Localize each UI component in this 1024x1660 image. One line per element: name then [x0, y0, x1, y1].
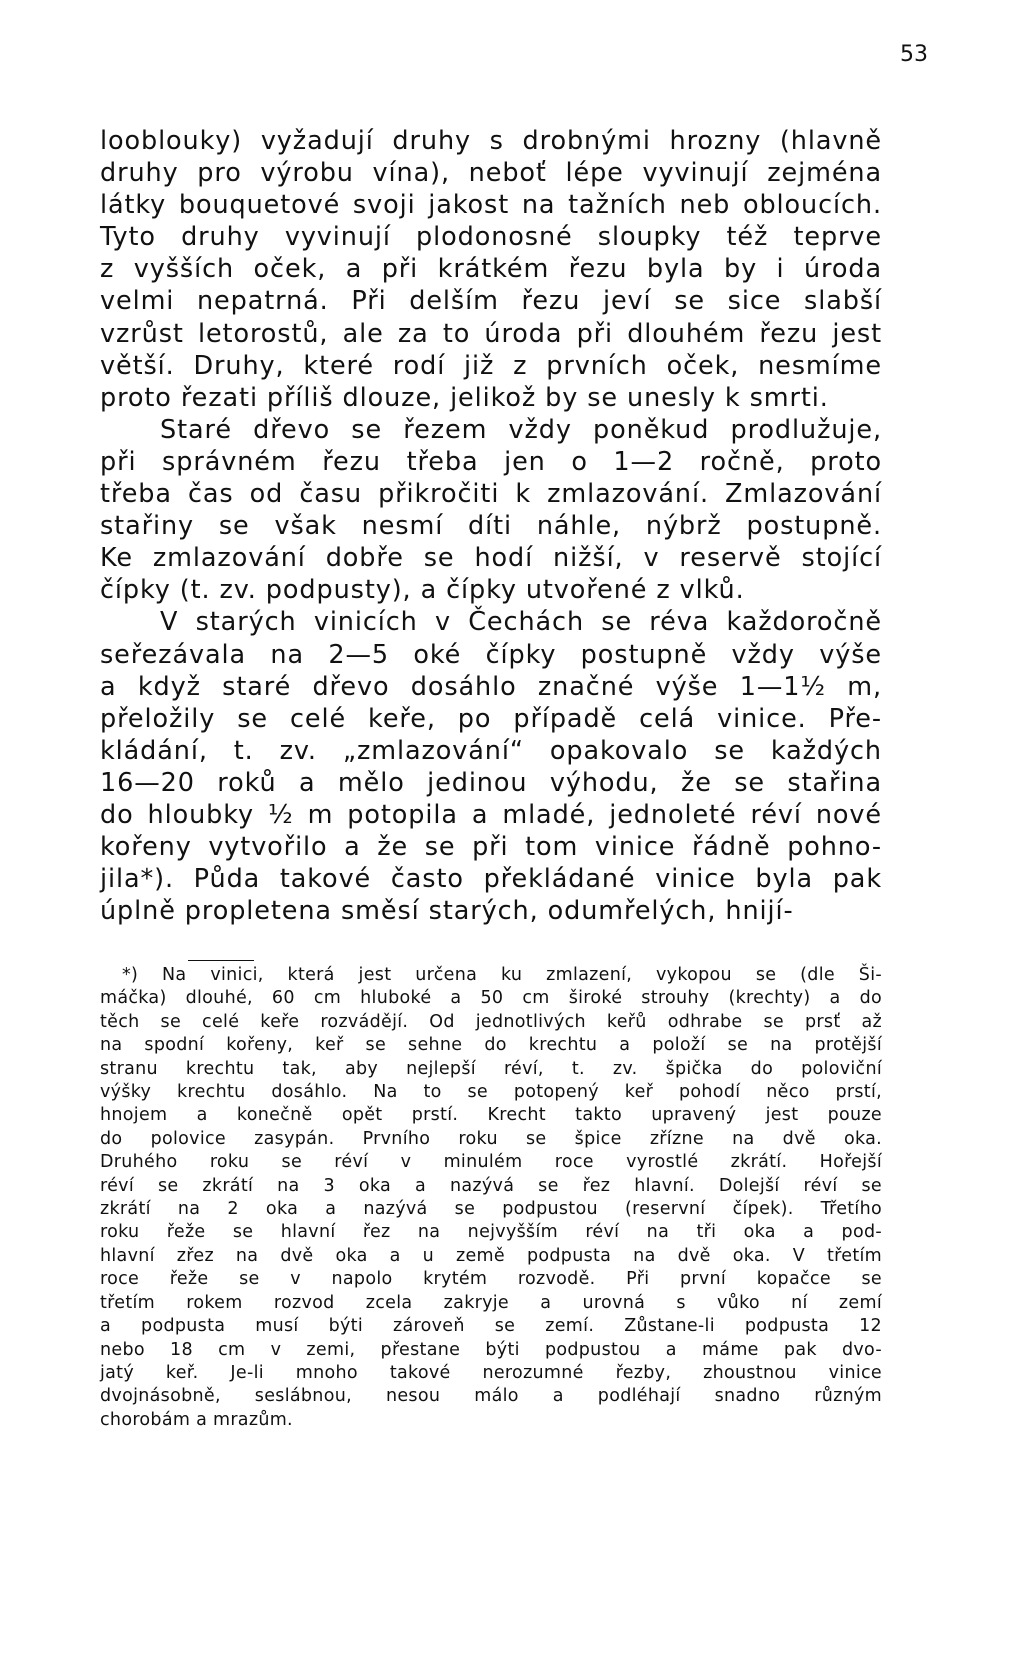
footnote-line: roku řeže se hlavní řez na nejvyšším réví na tři oka a pod-: [100, 1222, 882, 1243]
page-number: 53: [900, 42, 928, 67]
footnote-line: jatý keř. Je-li mnoho takové nerozumné řezby, zhoustnou vinice: [100, 1362, 882, 1383]
text-line: úplně propletena směsí starých, odumřelých, hnijí-: [100, 896, 794, 927]
text-line: z vyšších oček, a při krátkém řezu byla by i úroda: [100, 254, 882, 285]
footnote-line: chorobám a mrazům.: [100, 1409, 293, 1430]
footnotes: [100, 964, 882, 1432]
text-line: čípky (t. zv. podpusty), a čípky utvořené z vlků.: [100, 575, 745, 606]
text-line: při správném řezu třeba jen o 1—2 ročně, proto: [100, 446, 882, 477]
text-line: seřezávala na 2—5 oké čípky postupně vždy výše: [100, 639, 882, 670]
text-line: přeložily se celé keře, po případě celá vinice. Pře-: [100, 703, 882, 734]
footnote-divider: [188, 960, 254, 961]
text-line: proto řezati příliš dlouze, jelikož by se unesly k smrti.: [100, 382, 829, 413]
text-line: Ke zmlazování dobře se hodí nižší, v reservě stojící: [100, 543, 882, 574]
text-line: druhy pro výrobu vína), neboť lépe vyvinují zejména: [100, 158, 882, 189]
text-line: jila*). Půda takové často překládané vinice byla pak: [100, 864, 882, 895]
footnote-line: na spodní kořeny, keř se sehne do krechtu a položí se na protější: [100, 1035, 882, 1056]
footnote-line: těch se celé keře rozvádějí. Od jednotlivých keřů odhrabe se prsť až: [100, 1011, 882, 1032]
text-line: V starých vinicích v Čechách se réva každoročně: [160, 607, 882, 638]
text-line: třeba čas od času přikročiti k zmlazování. Zmlazování: [100, 479, 882, 510]
footnote-line: hlavní zřez na dvě oka a u země podpusta na dvě oka. V třetím: [100, 1245, 882, 1266]
text-line: a když staré dřevo dosáhlo značné výše 1—1½ m,: [100, 671, 882, 702]
footnote-line: nebo 18 cm v zemi, přestane býti podpustou a máme pak dvo-: [100, 1339, 882, 1360]
footnote-line: Druhého roku se réví v minulém roce vyrostlé zkrátí. Hořejší: [100, 1152, 882, 1173]
footnote-line: dvojnásobně, seslábnou, nesou málo a podléhají snadno různým: [100, 1386, 882, 1407]
text-line: stařiny se však nesmí díti náhle, nýbrž postupně.: [100, 511, 882, 542]
footnote-line: réví se zkrátí na 3 oka a nazývá se řez hlavní. Dolejší réví se: [100, 1175, 882, 1196]
footnote-line: a podpusta musí býti zároveň se zemí. Zůstane-li podpusta 12: [100, 1316, 882, 1337]
footnote-line: výšky krechtu dosáhlo. Na to se potopený keř pohodí něco prstí,: [100, 1082, 882, 1103]
main-text: [100, 125, 882, 927]
footnote-line: do polovice zasypán. Prvního roku se špice zřízne na dvě oka.: [100, 1128, 882, 1149]
footnote-line: stranu krechtu tak, aby nejlepší réví, t. zv. špička do poloviční: [100, 1058, 882, 1079]
text-line: kořeny vytvořilo a že se při tom vinice řádně pohno-: [100, 832, 882, 863]
text-line: Staré dřevo se řezem vždy poněkud prodlužuje,: [160, 414, 882, 445]
footnote-line: roce řeže se v napolo krytém rozvodě. Při první kopačce se: [100, 1269, 882, 1290]
text-line: velmi nepatrná. Při delším řezu jeví se sice slabší: [100, 286, 882, 317]
text-line: loobloukу) vyžadují druhy s drobnými hrozny (hlavně: [100, 126, 882, 156]
text-line: 16—20 roků a mělo jedinou výhodu, že se stařina: [100, 767, 882, 798]
text-line: kládání, t. zv. „zmlazování“ opakovalo se každých: [100, 735, 882, 766]
text-line: větší. Druhy, které rodí již z prvních oček, nesmíme: [100, 350, 882, 381]
footnote-line: hnojem a konečně opět prstí. Krecht takto upravený jest pouze: [100, 1105, 882, 1126]
footnote-line: zkrátí na 2 oka a nazývá se podpustou (reservní čípek). Třetího: [100, 1199, 882, 1220]
footnote-line: třetím rokem rozvod zcela zakryje a urovná s vůko ní zemí: [100, 1292, 882, 1313]
text-line: Tyto druhy vyvinují plodonosné sloupky též teprve: [100, 222, 882, 253]
text-line: látky bouquetové svoji jakost na tažních neb obloucích.: [100, 190, 882, 221]
text-line: vzrůst letorostů, ale za to úroda při dlouhém řezu jest: [100, 318, 882, 349]
footnote-line: máčka) dlouhé, 60 cm hluboké a 50 cm široké strouhy (krechty) a do: [100, 988, 882, 1009]
footnote-line: *) Na vinici, která jest určena ku zmlazení, vykopou se (dle Ši-: [122, 965, 882, 985]
text-line: do hloubky ½ m potopila a mladé, jednoleté réví nové: [100, 799, 882, 830]
